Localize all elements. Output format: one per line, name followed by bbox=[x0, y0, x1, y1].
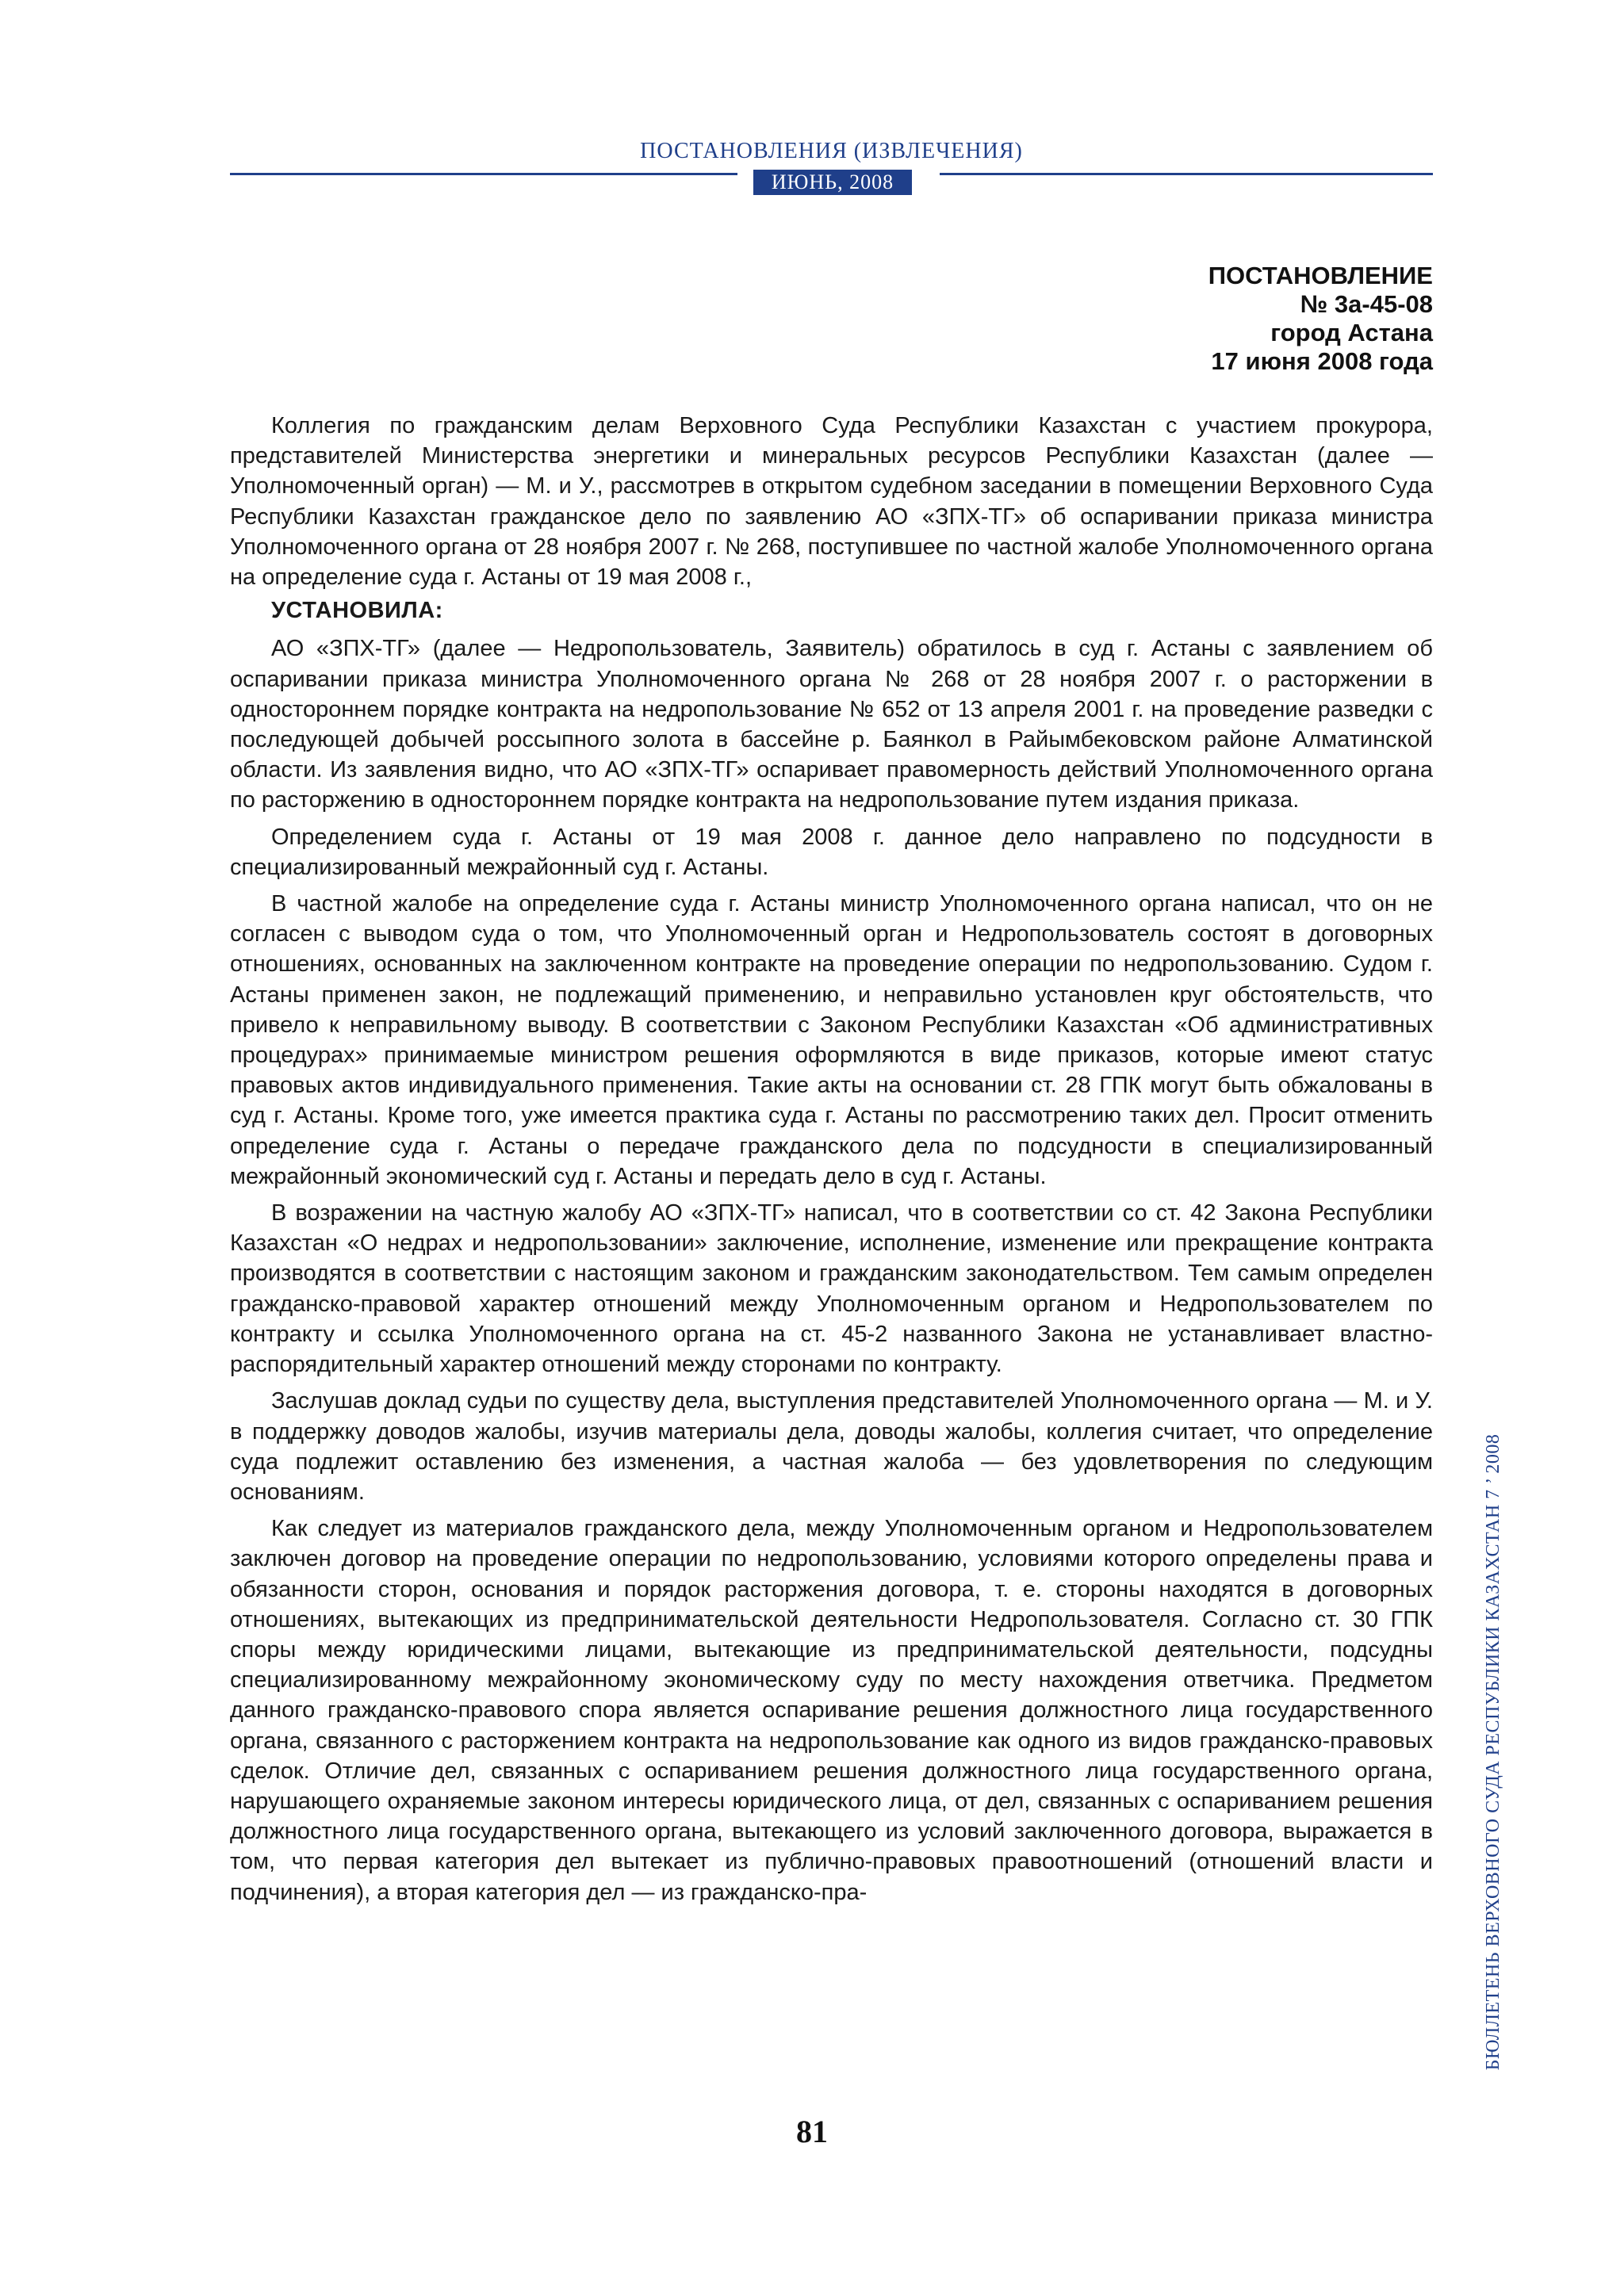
decision-number: № 3а-45-08 bbox=[1300, 290, 1433, 318]
intro-paragraph: Коллегия по гражданским делам Верховного Суда Республики Казахстан с участием прокурора, представителей Министерства энергетики и минеральных ресурсов Республики Казахстан (далее — Уполномоченный орган) — М. и У., рассмотрев в открытом судебном заседании в помещении Верховного Суда Республики Казахстан гражданское дело по заявлению АО «ЗПХ-ТГ» об оспаривании приказа министра Уполномоченного органа от 28 ноября 2007 г. № 268, поступившее по частной жалобе Уполномоченного органа на определение суда г. Астаны от 19 мая 2008 г., bbox=[230, 413, 1433, 591]
page-number: 81 bbox=[796, 2114, 828, 2149]
issue-date-badge: ИЮНЬ, 2008 bbox=[753, 170, 912, 195]
section-heading: УСТАНОВИЛА: bbox=[271, 598, 443, 624]
body-paragraph: Заслушав доклад судьи по существу дела, выступления представителей Уполномоченного органа — М. и У. в поддержку доводов жалобы, изучив материалы дела, доводы жалобы, коллегия считает, что определение суда подлежит оставлению без изменения, а частная жалоба — без удовлетворения по следующим основаниям. bbox=[230, 1388, 1433, 1505]
journal-side-caption: БЮЛЛЕТЕНЬ ВЕРХОВНОГО СУДА РЕСПУБЛИКИ КАЗАХСТАН 7 ’ 2008 bbox=[1483, 1433, 1503, 2071]
section-title: ПОСТАНОВЛЕНИЯ (ИЗВЛЕЧЕНИЯ) bbox=[640, 139, 1023, 163]
decision-type: ПОСТАНОВЛЕНИЕ bbox=[1208, 262, 1433, 289]
decision-city: город Астана bbox=[1270, 319, 1433, 346]
body-paragraph: В частной жалобе на определение суда г. Астаны министр Уполномоченного органа написал, что он не согласен с выводом суда о том, что Уполномоченный орган и Недропользователь состоят в договорных отношениях, основанных на заключенном контракте на проведение операции по недропользованию. Судом г. Астаны применен закон, не подлежащий применению, и неправильно установлен круг обстоятельств, что привело к неправильному выводу. В соответствии с Законом Республики Казахстан «Об административных процедурах» принимаемые министром решения оформляются в виде приказов, которые имеют статус правовых актов индивидуального применения. Такие акты на основании ст. 28 ГПК могут быть обжалованы в суд г. Астаны. Кроме того, уже имеется практика суда г. Астаны по рассмотрению таких дел. Просит отменить определение суда г. Астаны о передаче гражданского дела по подсудности в специализированный межрайонный экономический суд г. Астаны и передать дело в суд г. Астаны. bbox=[230, 891, 1433, 1189]
body-paragraph: Определением суда г. Астаны от 19 мая 2008 г. данное дело направлено по подсудности в специализированный межрайонный суд г. Астаны. bbox=[230, 824, 1433, 880]
body-paragraph: Как следует из материалов гражданского дела, между Уполномоченным органом и Недропользователем заключен договор на проведение операции по недропользованию, условиями которого определены права и обязанности сторон, основания и порядок расторжения договора, т. е. стороны находятся в договорных отношениях, вытекающих из предпринимательской деятельности Недропользователя. Согласно ст. 30 ГПК споры между юридическими лицами, вытекающие из предпринимательской деятельности, подсудны специализированному межрайонному экономическому суду по месту нахождения ответчика. Предметом данного гражданско-правового спора является оспаривание решения должностного лица государственного органа, связанного с расторжением контракта на недропользование как одного из видов гражданско-правовых сделок. Отличие дел, связанных с оспариванием решения должностного лица государственного органа, нарушающего охраняемые законом интересы юридического лица, от дел, связанных с оспариванием решения должностного лица государственного органа, вытекающего из условий заключенного договора, выражается в том, что первая категория дел вытекает из публично-правовых правоотношений (отношений власти и подчинения), а вторая категория дел — из гражданско-пра- bbox=[230, 1516, 1433, 1905]
header-rule-right bbox=[940, 173, 1433, 175]
body-paragraph: АО «ЗПХ-ТГ» (далее — Недропользователь, Заявитель) обратилось в суд г. Астаны с заявлением об оспаривании приказа министра Уполномоченного органа № 268 от 28 ноября 2007 г. о расторжении в одностороннем порядке контракта на недропользование № 652 от 13 апреля 2001 г. на проведение разведки с последующей добычей россыпного золота в бассейне р. Баянкол в Райымбековском районе Алматинской области. Из заявления видно, что АО «ЗПХ-ТГ» оспаривает правомерность действий Уполномоченного органа по расторжению в одностороннем порядке контракта на недропользование путем издания приказа. bbox=[230, 636, 1433, 813]
decision-heading bbox=[1208, 262, 1433, 376]
decision-date: 17 июня 2008 года bbox=[1211, 347, 1433, 375]
document-body bbox=[230, 411, 1433, 1914]
body-paragraph: В возражении на частную жалобу АО «ЗПХ-ТГ» написал, что в соответствии со ст. 42 Закона Республики Казахстан «О недрах и недропользовании» заключение, исполнение, изменение или прекращение контракта производятся в соответствии с настоящим законом и гражданским законодательством. Тем самым определен гражданско-правовой характер отношений между Уполномоченным органом и Недропользователем по контракту и ссылка Уполномоченного органа на ст. 45-2 названного Закона не устанавливает властно-распорядительный характер отношений между сторонами по контракту. bbox=[230, 1200, 1433, 1378]
header-rule-left bbox=[230, 173, 737, 175]
